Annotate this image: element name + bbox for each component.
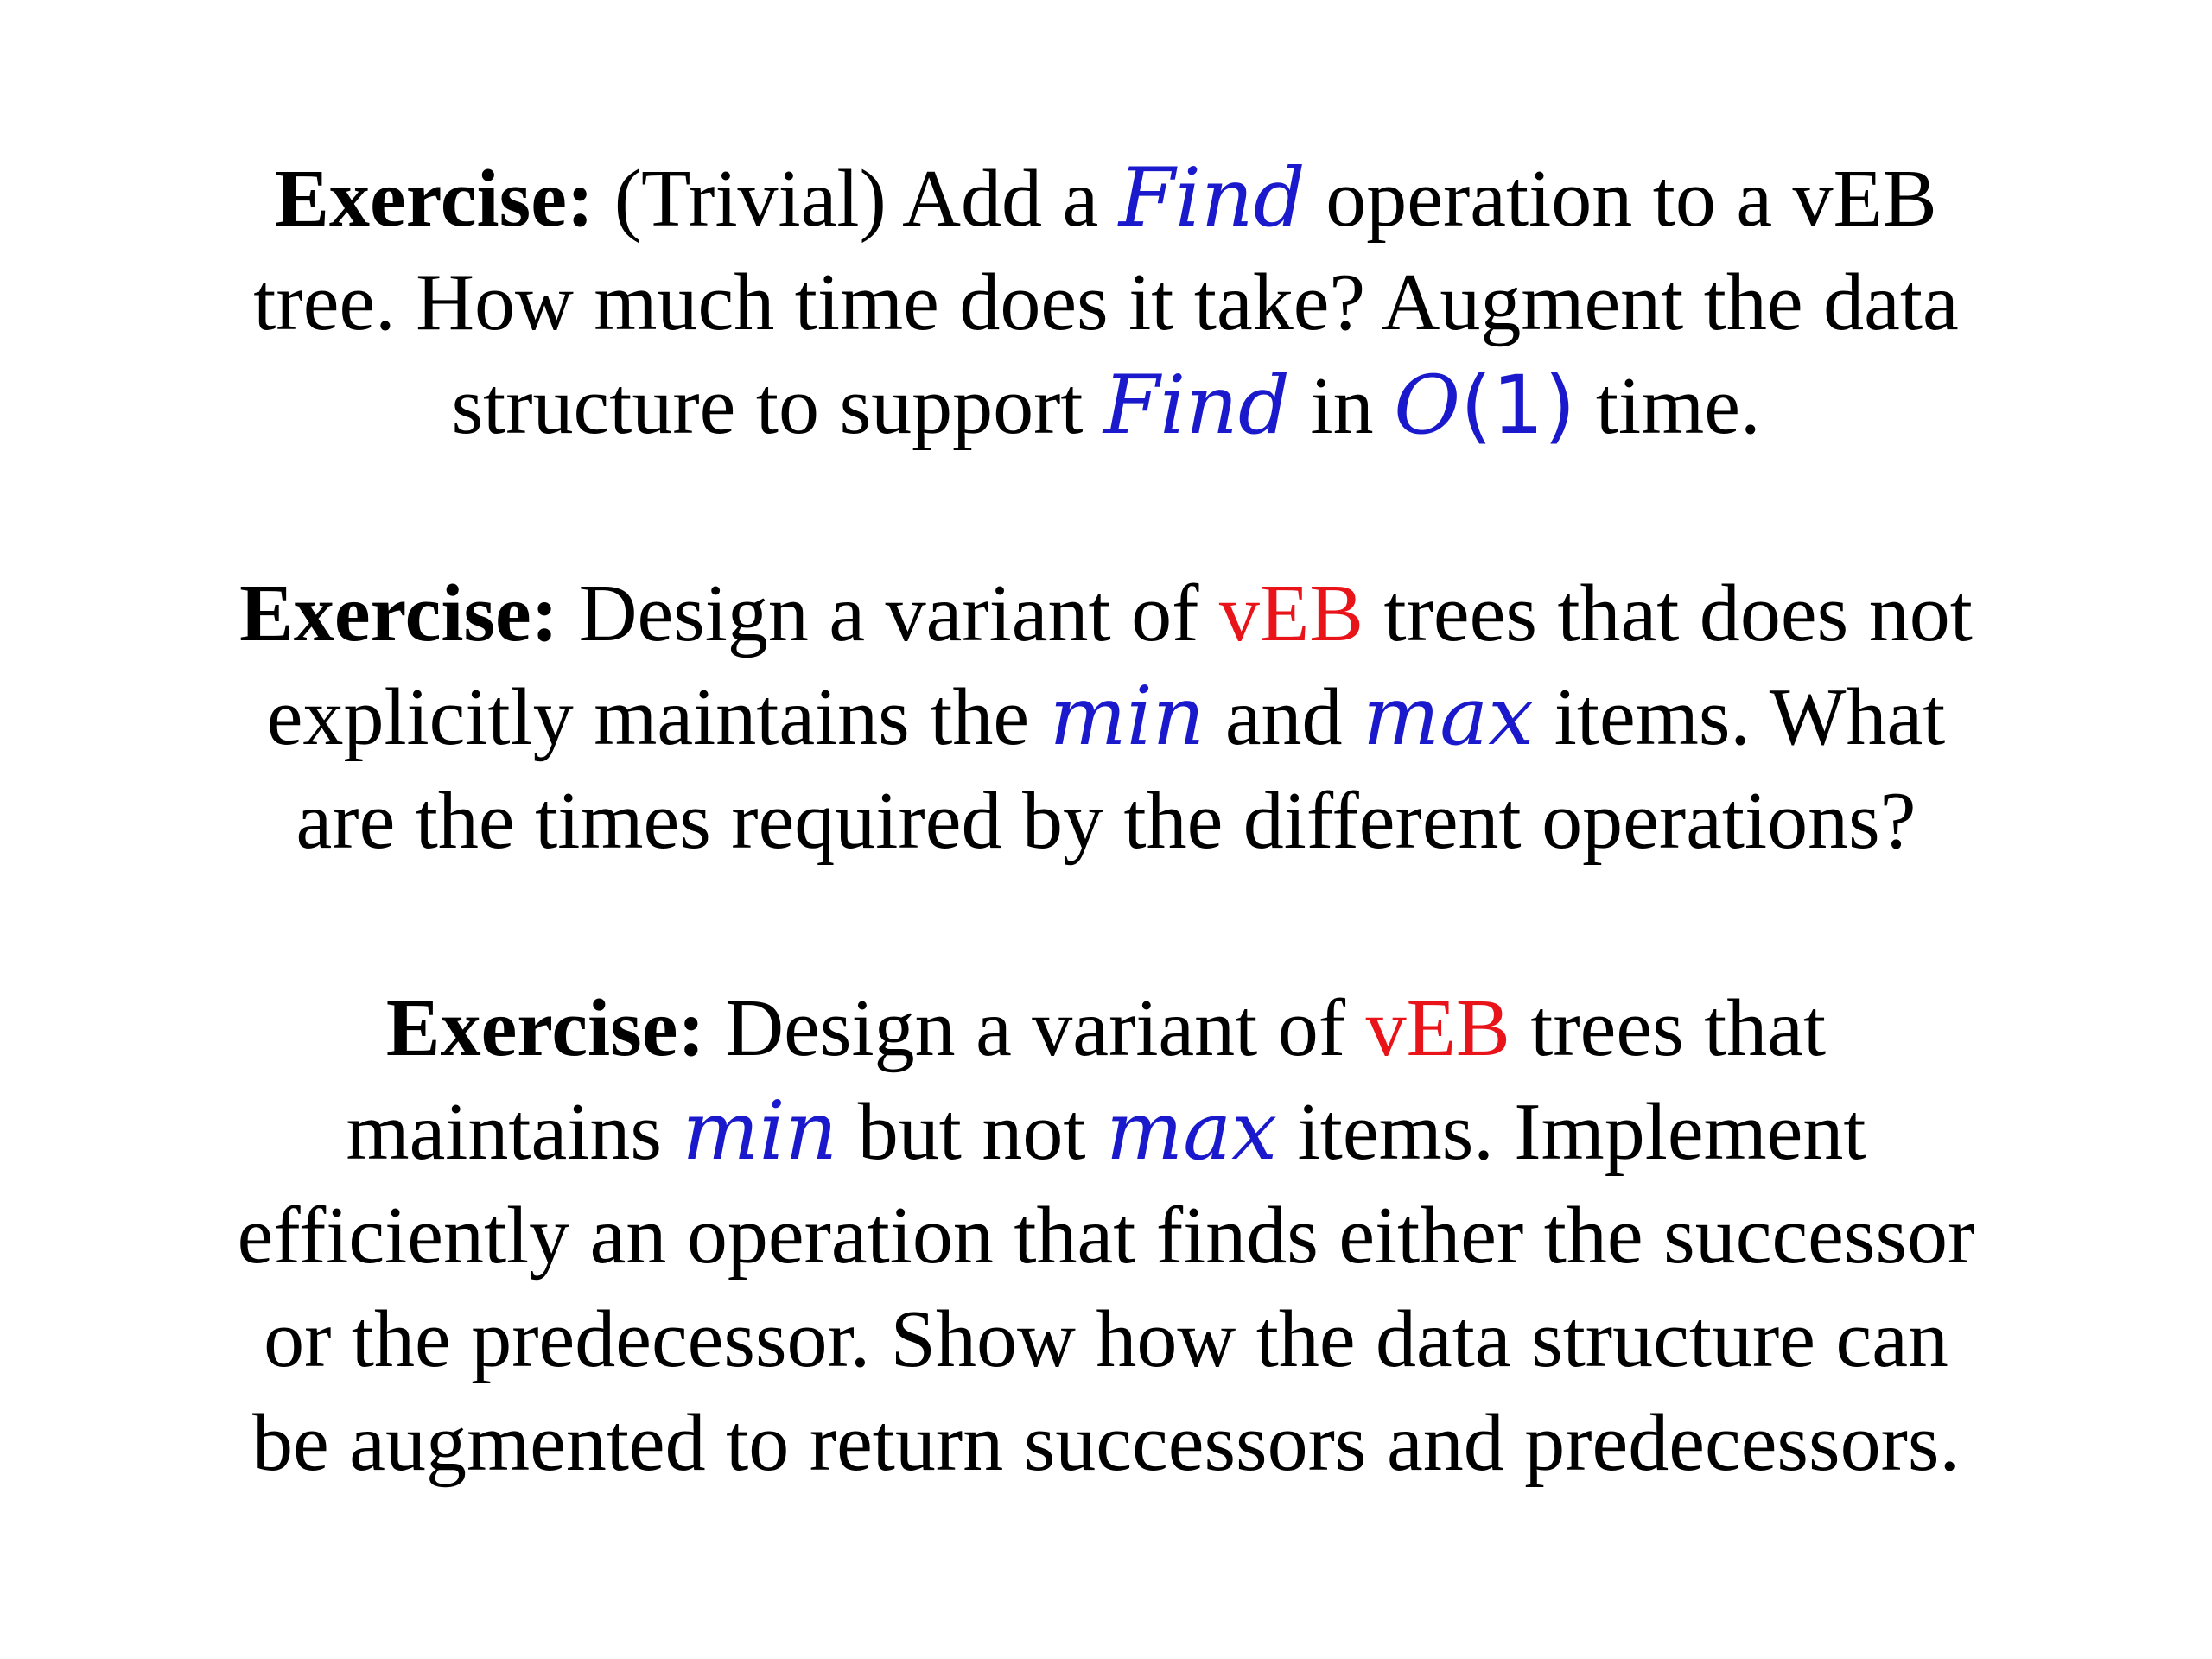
body-text: trees that does not xyxy=(1363,569,1973,658)
exercise-paragraph-2 xyxy=(0,562,2212,873)
body-text: items. What xyxy=(1534,672,1946,762)
body-text: structure to support xyxy=(451,361,1104,451)
body-text: be augmented to return successors and predecessors. xyxy=(252,1398,1960,1488)
exercise-line xyxy=(0,1287,2212,1391)
body-text: maintains xyxy=(346,1087,683,1177)
math-term: min xyxy=(682,1084,838,1179)
exercise-line xyxy=(0,1184,2212,1287)
body-text: trees that xyxy=(1510,983,1827,1073)
body-text: tree. How much time does it take? Augment the data xyxy=(253,257,1959,347)
exercise-label: Exercise: xyxy=(239,569,559,658)
exercise-line xyxy=(0,1391,2212,1495)
body-text: time. xyxy=(1575,361,1761,451)
exercise-line xyxy=(0,562,2212,665)
math-term: Find xyxy=(1118,151,1306,245)
exercise-line xyxy=(0,147,2212,251)
exercise-line xyxy=(0,665,2212,769)
exercise-line xyxy=(0,354,2212,458)
exercise-line xyxy=(0,976,2212,1080)
math-term: max xyxy=(1363,670,1535,764)
body-text: but not xyxy=(837,1087,1106,1177)
math-term: (1) xyxy=(1460,359,1576,453)
math-term: min xyxy=(1049,670,1205,764)
body-text: (Trivial) Add a xyxy=(594,154,1119,244)
body-text: and xyxy=(1205,672,1363,762)
body-text: Design a variant of xyxy=(558,569,1219,658)
exercise-paragraph-3 xyxy=(0,976,2212,1495)
body-text: operation to a vEB xyxy=(1305,154,1937,244)
exercise-paragraph-1 xyxy=(0,147,2212,458)
exercise-label: Exercise: xyxy=(275,154,594,244)
highlight-term: vEB xyxy=(1218,569,1363,658)
math-term: max xyxy=(1105,1084,1278,1179)
body-text: are the times required by the different operations? xyxy=(296,776,1916,866)
math-term: O xyxy=(1394,359,1461,453)
body-text: or the predecessor. Show how the data structure can xyxy=(264,1294,1948,1384)
highlight-term: vEB xyxy=(1365,983,1510,1073)
exercise-line xyxy=(0,769,2212,873)
body-text: efficiently an operation that finds either the successor xyxy=(237,1191,1975,1281)
body-text: explicitly maintains the xyxy=(266,672,1050,762)
body-text: Design a variant of xyxy=(704,983,1366,1073)
math-term: Find xyxy=(1103,359,1291,453)
body-text: items. Implement xyxy=(1277,1087,1866,1177)
exercise-line xyxy=(0,251,2212,354)
body-text: in xyxy=(1290,361,1395,451)
exercise-line xyxy=(0,1080,2212,1184)
exercise-label: Exercise: xyxy=(385,983,705,1073)
